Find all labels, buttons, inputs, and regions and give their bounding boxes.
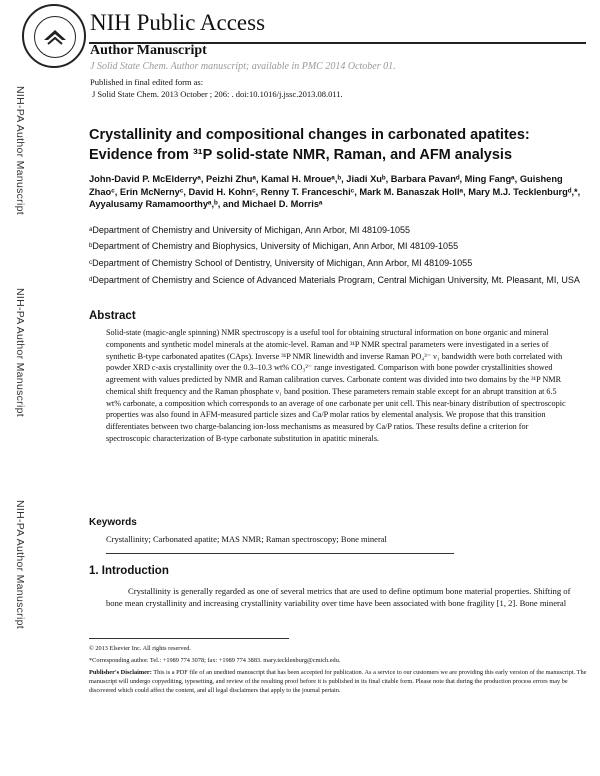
copyright-note: © 2013 Elsevier Inc. All rights reserved. <box>89 645 192 652</box>
footnote-divider <box>89 638 289 639</box>
author-list: John-David P. McElderryᵃ, Peizhi Zhuᵃ, Kamal H. Mroueᵃ,ᵇ, Jiadi Xuᵇ, Barbara Pavanᵈ, Ming Fangᵃ, Guisheng Zhaoᶜ, Erin McNernyᶜ, David H. Kohnᶜ, Renny T. Franceschiᶜ, Mark M. Banaszak Hollᵃ, Mary M.J. Tecklenburgᵈ,*, Ayyalusamy Ramamoorthyᵃ,ᵇ, and Michael D. Morrisᵃ <box>89 174 581 209</box>
sidebar-label-middle: NIH-PA Author Manuscript <box>14 288 26 417</box>
nih-public-access-brand: NIH Public Access <box>90 10 266 35</box>
introduction-body: Crystallinity is generally regarded as one of several metrics that are used to define optimum bone material properties. Shifting of bone mean crystallinity and increasing crystallinity variability over time have been associated with bone fragility [1, 2]. Bone mineral <box>106 586 571 608</box>
introduction-heading: 1. Introduction <box>89 565 169 577</box>
disclaimer-text: This is a PDF file of an unedited manuscript that has been accepted for publication. As a service to our customers we are providing this early version of the manuscript. The manuscript will undergo copyediting, typesetting, and review of the resulting proof before it is published in its final citable form. Please note that during the production process errors may be discovered which could affect the content, and all legal disclaimers that apply to the journal pertain. <box>89 669 587 695</box>
publisher-disclaimer <box>89 668 587 696</box>
abstract-heading: Abstract <box>89 310 136 322</box>
keywords-list: Crystallinity; Carbonated apatite; MAS NMR; Raman spectroscopy; Bone mineral <box>106 534 387 544</box>
affiliation-a: ᵃDepartment of Chemistry and University of Michigan, Ann Arbor, MI 48109-1055 <box>89 225 411 235</box>
journal-availability-line: J Solid State Chem. Author manuscript; available in PMC 2014 October 01. <box>90 61 396 72</box>
abstract-body: Solid-state (magic-angle spinning) NMR spectroscopy is a useful tool for obtaining structural information on bone organic and mineral components and synthetic model minerals at the atomic-level. Raman and ³¹P NMR spectral parameters were investigated in a series of synthetic B-type carbonated apatites (CAps). Inverse ³¹P NMR linewidth and inverse Raman PO₄³⁻ ν₁ bandwidth were both correlated with powder XRD c-axis crystallinity over the 0.3–10.3 wt% CO₃²⁻ range investigated. Comparison with bone powder crystallinities showed agreement with values predicted by NMR and Raman calibration curves. Carbonate content was divided into two domains by the ³¹P NMR chemical shift frequency and the Raman phosphate ν₁ band position. These parameters remain stable except for an abrupt transition at 6.5 wt% carbonate, a composition which corresponds to an average of one carbonate per unit cell. This near-binary distribution of spectroscopic properties was also found in AFM-measured particle sizes and Ca/P molar ratios by elemental analysis. We propose that this transition differentiates between two charge-balancing ion-loss mechanisms as measured by Ca/P ratios. These results define a criterion for spectroscopic characterization of B-type carbonate substitution in apatitic minerals. <box>106 328 566 443</box>
keywords-divider <box>106 553 454 554</box>
author-manuscript-label: Author Manuscript <box>90 43 207 58</box>
sidebar-label-top: NIH-PA Author Manuscript <box>14 86 26 215</box>
keywords-heading: Keywords <box>89 517 137 528</box>
corresponding-author-note: *Corresponding author. Tel.: +1989 774 3078; fax: +1989 774 3883. mary.tecklenburg@cmich.edu. <box>89 657 341 664</box>
article-title: Crystallinity and compositional changes in carbonated apatites: Evidence from ³¹P solid-state NMR, Raman, and AFM analysis <box>89 127 530 163</box>
hhs-seal-logo <box>22 4 86 68</box>
sidebar-label-bottom: NIH-PA Author Manuscript <box>14 500 26 629</box>
affiliation-c: ᶜDepartment of Chemistry School of Dentistry, University of Michigan, Ann Arbor, MI 48109-1055 <box>89 258 473 268</box>
published-label: Published in final edited form as: <box>90 77 204 87</box>
citation[interactable]: J Solid State Chem. 2013 October ; 206: . doi:10.1016/j.jssc.2013.08.011. <box>92 89 343 99</box>
affiliation-d: ᵈDepartment of Chemistry and Science of Advanced Materials Program, Central Michigan University, Mt. Pleasant, MI, USA <box>89 275 580 285</box>
disclaimer-label: Publisher's Disclaimer: <box>89 669 152 676</box>
affiliation-b: ᵇDepartment of Chemistry and Biophysics, University of Michigan, Ann Arbor, MI 48109-1055 <box>89 241 459 251</box>
